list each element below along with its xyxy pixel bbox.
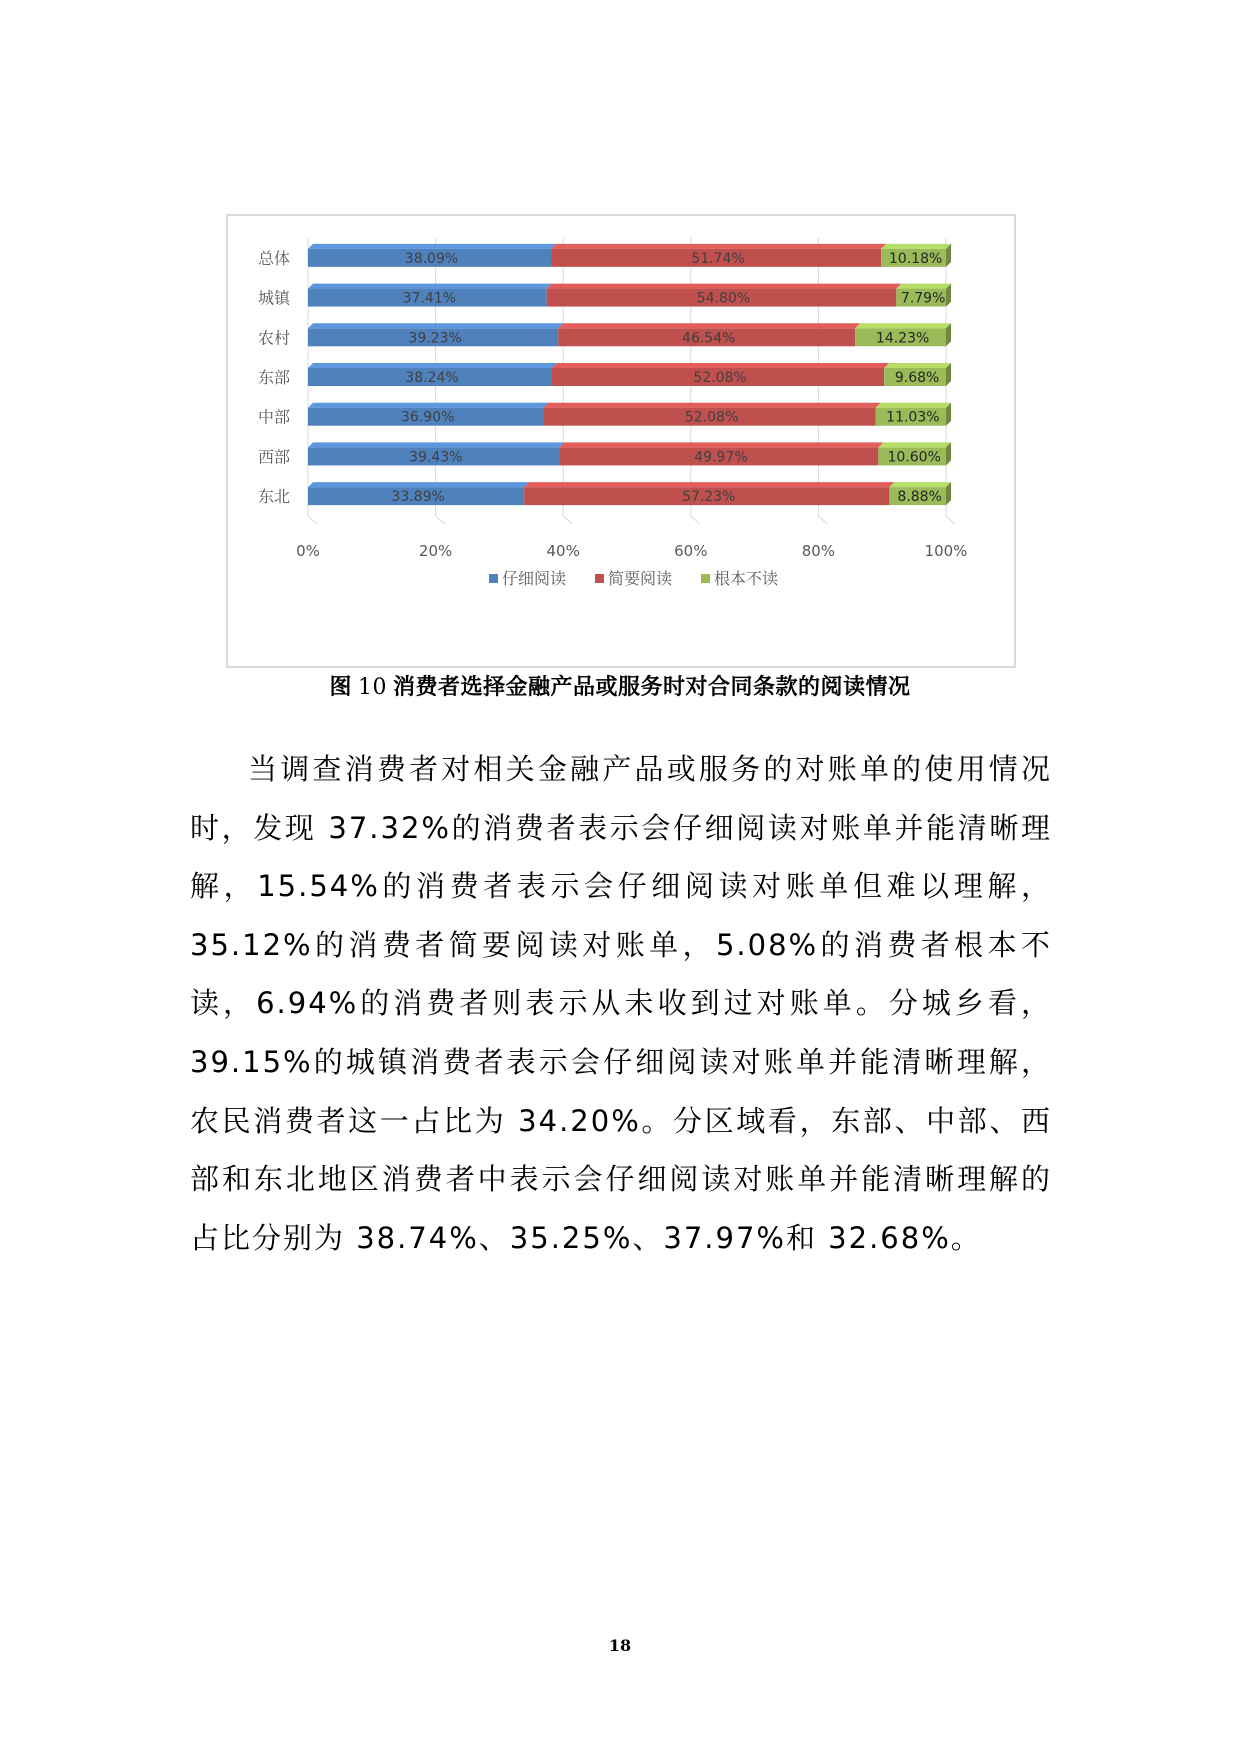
legend-label: 简要阅读 — [608, 569, 673, 588]
bar-top — [878, 442, 951, 447]
page-number: 18 — [608, 1636, 632, 1655]
x-tick-label: 100% — [924, 542, 968, 560]
category-label: 城镇 — [257, 288, 290, 308]
gridline-depth — [946, 516, 955, 524]
bar-top — [884, 363, 951, 368]
x-tick-label: 0% — [296, 542, 320, 560]
body-paragraph: 当调查消费者对相关金融产品或服务的对账单的使用情况时，发现 37.32%的消费者表示会仔细阅读对账单并能清晰理解，15.54%的消费者表示会仔细阅读对账单但难以理解，35.12%的消费者简要阅读对账单，5.08%的消费者根本不读，6.94%的消费者则表示从未收到过对账单。分城乡看，39.15%的城镇消费者表示会仔细阅读对账单并能清晰理解，农民消费者这一占比为 34.20%。分区域看，东部、中部、西部和东北地区消费者中表示会仔细阅读对账单并能清晰理解的占比分别为 38.74%、35.25%、37.97%和 32.68%。 — [190, 752, 1052, 1255]
bar-top — [308, 363, 557, 368]
data-label: 33.89% — [391, 489, 445, 506]
category-label: 东北 — [257, 487, 290, 507]
bar-top — [524, 482, 894, 487]
data-label: 39.23% — [408, 330, 462, 347]
data-label: 8.88% — [897, 489, 942, 506]
caption-prefix: 图 — [329, 675, 352, 700]
bar-top — [560, 442, 884, 447]
bar-top — [308, 284, 552, 289]
bar-top — [552, 363, 889, 368]
legend-label: 仔细阅读 — [502, 569, 567, 588]
bar-top — [551, 244, 886, 249]
data-label: 14.23% — [875, 330, 930, 347]
bar-top — [308, 244, 556, 249]
x-tick-label: 40% — [546, 542, 580, 560]
bar-top — [876, 403, 951, 408]
data-label: 10.60% — [887, 449, 941, 466]
data-label: 7.79% — [900, 290, 946, 307]
chart-container — [226, 214, 1016, 668]
data-label: 46.54% — [682, 330, 736, 347]
data-label: 54.80% — [696, 290, 751, 307]
bar-top — [308, 482, 529, 487]
category-label: 中部 — [257, 407, 290, 427]
caption-title: 消费者选择金融产品或服务时对合同条款的阅读情况 — [393, 675, 911, 700]
category-label: 西部 — [257, 447, 290, 467]
data-label: 57.23% — [682, 489, 736, 506]
data-label: 11.03% — [886, 409, 940, 426]
category-label: 农村 — [257, 328, 290, 348]
bar-top — [308, 442, 565, 447]
x-tick-label: 60% — [674, 542, 708, 560]
legend-label: 根本不读 — [714, 569, 779, 588]
bar-top — [558, 323, 860, 328]
data-label: 38.09% — [404, 250, 459, 267]
x-tick-label: 20% — [418, 542, 453, 560]
bar-top — [547, 284, 902, 289]
bar-top — [881, 244, 951, 249]
x-tick-label: 80% — [801, 542, 836, 560]
caption-number: 10 — [358, 675, 387, 700]
stacked-bar-chart — [228, 216, 1014, 666]
data-label: 36.90% — [401, 409, 455, 426]
gridline-depth — [308, 516, 317, 524]
bar-top — [308, 323, 563, 328]
gridline-depth — [691, 516, 700, 524]
data-label: 9.68% — [894, 370, 940, 386]
gridline-depth — [818, 516, 827, 524]
data-label: 52.08% — [684, 409, 739, 426]
data-label: 49.97% — [694, 449, 748, 466]
legend-swatch — [595, 574, 604, 583]
data-label: 52.08% — [693, 370, 747, 386]
bar-top — [896, 284, 951, 289]
data-label: 39.43% — [409, 449, 463, 466]
bar-top — [543, 403, 880, 408]
legend-swatch — [701, 574, 710, 583]
bar-top — [889, 482, 951, 487]
bar-top — [855, 323, 951, 328]
data-label: 10.18% — [888, 250, 943, 267]
legend-swatch — [489, 574, 498, 583]
bar-top — [308, 403, 548, 408]
category-label: 东部 — [257, 368, 290, 387]
figure-caption — [0, 670, 1240, 701]
data-label: 37.41% — [402, 290, 457, 307]
gridline-depth — [563, 516, 572, 524]
category-label: 总体 — [257, 248, 290, 268]
data-label: 38.24% — [405, 370, 459, 386]
data-label: 51.74% — [691, 250, 745, 267]
gridline-depth — [436, 516, 445, 524]
